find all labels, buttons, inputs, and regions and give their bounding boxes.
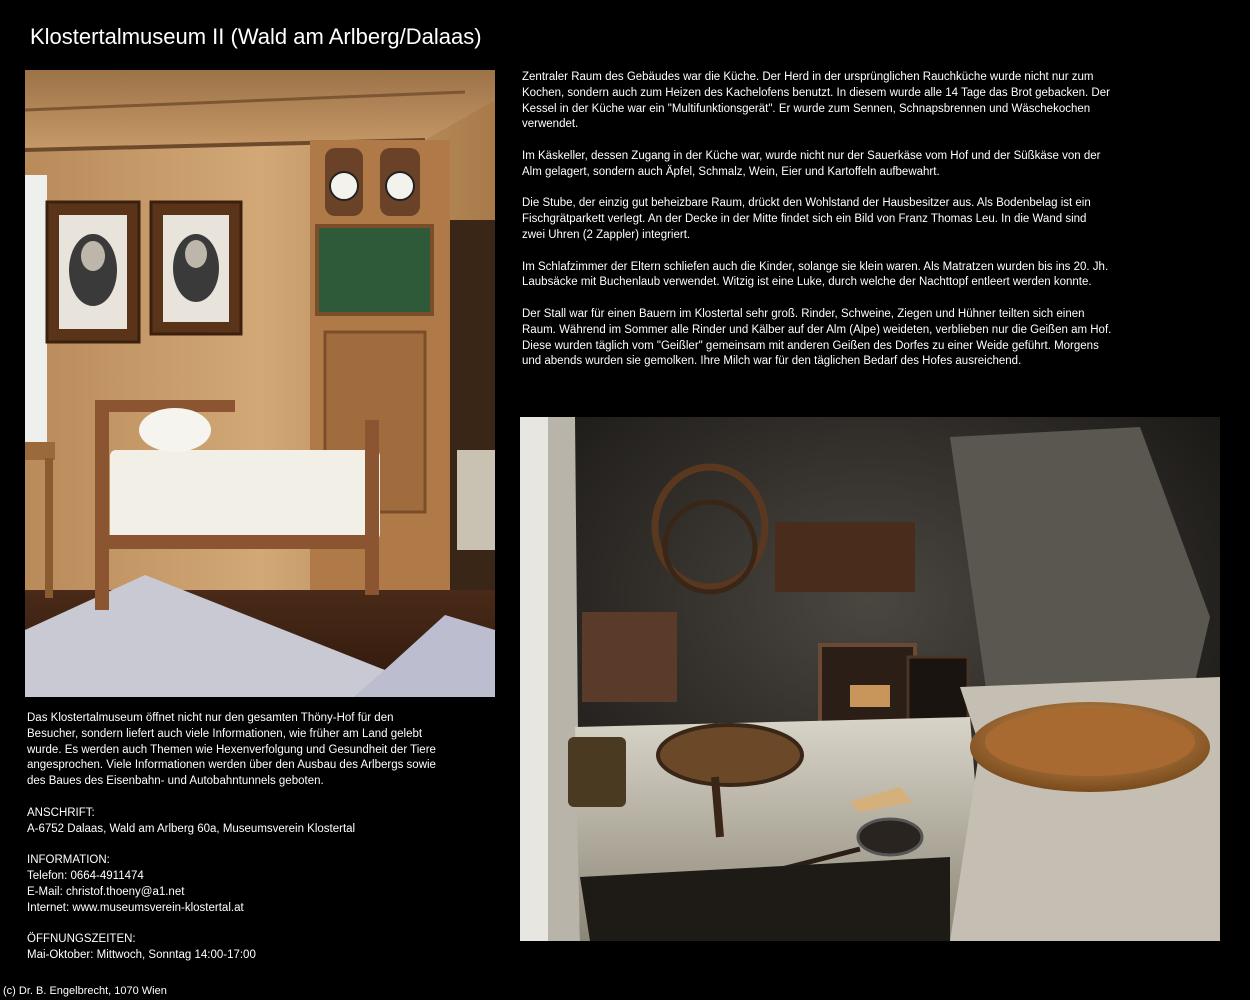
description-text	[522, 70, 1112, 386]
copyright-footer: (c) Dr. B. Engelbrecht, 1070 Wien	[3, 985, 167, 997]
kitchen-photo	[520, 417, 1220, 941]
address-line: A-6752 Dalaas, Wald am Arlberg 60a, Museumsverein Klostertal	[27, 822, 356, 835]
stube-photo	[25, 70, 495, 697]
address-block	[27, 806, 447, 838]
opening-hours-heading: ÖFFNUNGSZEITEN:	[27, 933, 136, 946]
page-title: Klostertalmuseum II (Wald am Arlberg/Dalaas)	[30, 24, 482, 49]
information-block	[27, 853, 447, 916]
opening-hours-line: Mai-Oktober: Mittwoch, Sonntag 14:00-17:00	[27, 948, 256, 961]
opening-hours-block	[27, 932, 447, 964]
information-heading: INFORMATION:	[27, 854, 110, 867]
website-url: Internet: www.museumsverein-klostertal.at	[27, 901, 244, 914]
paragraph-bedroom: Im Schlafzimmer der Eltern schliefen auch die Kinder, solange sie klein waren. Als Matratzen wurden bis ins 20. Jh. Laubsäcke mit Buchenlaub verwendet. Witzig ist eine Luke, durch welche der Nachttopf entleert werden konnte.	[522, 260, 1109, 289]
paragraph-kitchen: Zentraler Raum des Gebäudes war die Küche. Der Herd in der ursprünglichen Rauchküche wurde nicht nur zum Kochen, sondern auch zum Heizen des Kachelofens benutzt. In diesem wurde alle 14 Tage das Brot gebacken. Der Kessel in der Küche war ein "Multifunktionsgerät". Er wurde zum Sennen, Schnapsbrennen und Wäschekochen verwendet.	[522, 71, 1110, 131]
intro-text: Das Klostertalmuseum öffnet nicht nur den gesamten Thöny-Hof für den Besucher, sondern liefert auch viele Informationen, wie früher am Land gelebt wurde. Es werden auch Themen wie Hexenverfolgung und Gesundheit der Tiere angesprochen. Viele Informationen werden über den Ausbau des Arlbergs sowie des Baues des Eisenbahn- und Autobahntunnels geboten.	[27, 712, 436, 788]
phone-number: Telefon: 0664-4911474	[27, 869, 144, 882]
paragraph-parlour: Die Stube, der einzig gut beheizbare Raum, drückt den Wohlstand der Hausbesitzer aus. Als Bodenbelag ist ein Fischgrätparkett verlegt. An der Decke in der Mitte findet sich ein Bild von Franz Thomas Leu. In die Wand sind zwei Uhren (2 Zappler) integriert.	[522, 197, 1091, 241]
email-address: E-Mail: christof.thoeny@a1.net	[27, 885, 185, 898]
paragraph-cheese-cellar: Im Käskeller, dessen Zugang in der Küche war, wurde nicht nur der Sauerkäse vom Hof und der Süßkäse von der Alm gelagert, sondern auch Äpfel, Schmalz, Wein, Eier und Kartoffeln aufbewahrt.	[522, 149, 1101, 178]
address-heading: ANSCHRIFT:	[27, 806, 95, 819]
paragraph-stable: Der Stall war für einen Bauern im Klostertal sehr groß. Rinder, Schweine, Ziegen und Hühner teilten sich einen Raum. Während im Sommer alle Rinder und Kälber auf der Alm (Alpe) weideten, verblieben nur die Geißen am Hof. Diese wurden täglich vom "Geißler" gemeinsam mit anderen Geißen des Dorfes zu einer Weide geführt. Morgens und abends wurden sie gemolken. Ihre Milch war für den täglichen Bedarf des Hofes ausreichend.	[522, 307, 1112, 368]
museum-info	[27, 711, 447, 980]
